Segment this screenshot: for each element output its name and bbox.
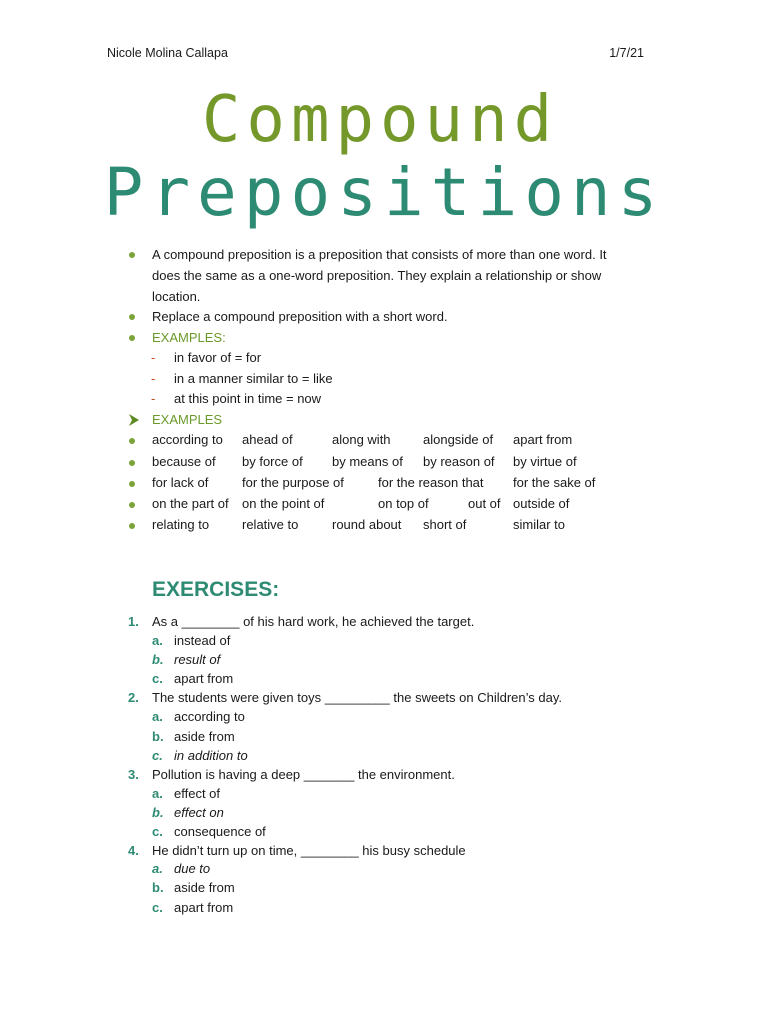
table-cell: outside of — [513, 496, 570, 511]
option-label: a. — [152, 786, 163, 801]
option-label: a. — [152, 633, 163, 648]
option — [152, 631, 231, 650]
bullet-icon — [129, 335, 135, 341]
bullet-icon — [129, 314, 135, 320]
option-text: aside from — [174, 880, 235, 895]
table-cell: for the sake of — [513, 475, 596, 490]
option-text: due to — [174, 861, 211, 876]
option-label: c. — [152, 748, 163, 763]
question-text: As a ________ of his hard work, he achieved the target. — [152, 614, 475, 629]
author-name: Nicole Molina Callapa — [107, 46, 228, 60]
option-label: c. — [152, 900, 163, 915]
intro-text: Replace a compound preposition with a short word. — [152, 309, 448, 324]
question-text: Pollution is having a deep _______ the environment. — [152, 767, 455, 782]
option — [152, 727, 235, 746]
question-text: The students were given toys _________ the sweets on Children’s day. — [152, 690, 562, 705]
exercises-heading: EXERCISES: — [152, 578, 280, 601]
table-cell: by force of — [242, 454, 303, 469]
title-line-1: Compound — [201, 83, 559, 157]
option — [152, 707, 245, 726]
option — [152, 746, 248, 765]
option — [152, 650, 221, 669]
question-number: 4. — [128, 843, 139, 858]
question-4 — [128, 841, 466, 861]
table-cell: on top of — [378, 496, 429, 511]
option-label: b. — [152, 880, 164, 895]
arrow-bullet-icon — [127, 410, 141, 433]
table-cell: relative to — [242, 517, 299, 532]
option — [152, 784, 221, 803]
table-cell: because of — [152, 454, 216, 469]
bullet-icon — [129, 252, 135, 258]
dash-example — [151, 348, 262, 368]
option-text: apart from — [174, 900, 234, 915]
table-cell: on the point of — [242, 496, 325, 511]
table-cell: relating to — [152, 517, 210, 532]
table-cell: short of — [423, 517, 467, 532]
table-cell: by means of — [332, 454, 403, 469]
option-text: result of — [174, 652, 221, 667]
table-cell: alongside of — [423, 432, 494, 447]
dash-example-text: at this point in time = now — [174, 391, 322, 406]
question-2 — [128, 688, 562, 708]
option-text: instead of — [174, 633, 231, 648]
option-text: apart from — [174, 671, 234, 686]
examples-label-2 — [152, 410, 222, 430]
option-label: a. — [152, 861, 163, 876]
dash-icon: - — [151, 371, 156, 386]
option — [152, 898, 234, 917]
table-cell: ahead of — [242, 432, 293, 447]
document-date: 1/7/21 — [609, 46, 644, 60]
bullet-icon — [129, 523, 135, 529]
question-3 — [128, 765, 455, 785]
option — [152, 803, 224, 822]
dash-icon: - — [151, 391, 156, 406]
dash-example — [151, 389, 322, 409]
bullet-icon — [129, 438, 135, 444]
intro-text-line: location. — [152, 289, 201, 304]
option-text: according to — [174, 709, 245, 724]
option-text: effect of — [174, 786, 221, 801]
table-cell: similar to — [513, 517, 566, 532]
table-cell: for lack of — [152, 475, 209, 490]
table-cell: on the part of — [152, 496, 229, 511]
dash-example-text: in favor of = for — [174, 350, 262, 365]
bullet-icon — [129, 481, 135, 487]
table-cell: out of — [468, 496, 501, 511]
option-text: aside from — [174, 729, 235, 744]
question-number: 1. — [128, 614, 139, 629]
option — [152, 822, 266, 841]
option-label: c. — [152, 671, 163, 686]
dash-icon: - — [151, 350, 156, 365]
table-cell: by reason of — [423, 454, 495, 469]
intro-bullet-2 — [152, 307, 448, 327]
option-text: in addition to — [174, 748, 248, 763]
table-cell: round about — [332, 517, 402, 532]
option-text: consequence of — [174, 824, 266, 839]
question-number: 3. — [128, 767, 139, 782]
option-label: c. — [152, 824, 163, 839]
option-label: b. — [152, 729, 164, 744]
bullet-icon — [129, 460, 135, 466]
examples-label2-text: EXAMPLES — [152, 412, 223, 427]
dash-example-text: in a manner similar to = like — [174, 371, 333, 386]
question-1 — [128, 612, 475, 632]
option-text: effect on — [174, 805, 224, 820]
question-text: He didn’t turn up on time, ________ his busy schedule — [152, 843, 466, 858]
table-cell: by virtue of — [513, 454, 577, 469]
option-label: a. — [152, 709, 163, 724]
bullet-icon — [129, 502, 135, 508]
intro-text-line: A compound preposition is a preposition that consists of more than one word. It — [152, 247, 607, 262]
intro-bullet-1 — [152, 245, 607, 307]
intro-text-line: does the same as a one-word preposition. They explain a relationship or show — [152, 268, 602, 283]
option — [152, 878, 235, 897]
table-cell: along with — [332, 432, 391, 447]
table-cell: for the purpose of — [242, 475, 344, 490]
question-number: 2. — [128, 690, 139, 705]
option — [152, 669, 234, 688]
table-cell: apart from — [513, 432, 573, 447]
option-label: b. — [152, 652, 164, 667]
dash-example — [151, 369, 333, 389]
option — [152, 859, 211, 878]
table-cell: for the reason that — [378, 475, 484, 490]
examples-label-text: EXAMPLES: — [152, 330, 226, 345]
examples-label — [152, 328, 226, 348]
option-label: b. — [152, 805, 164, 820]
title-line-2: Prepositions — [103, 154, 665, 231]
table-cell: according to — [152, 432, 223, 447]
